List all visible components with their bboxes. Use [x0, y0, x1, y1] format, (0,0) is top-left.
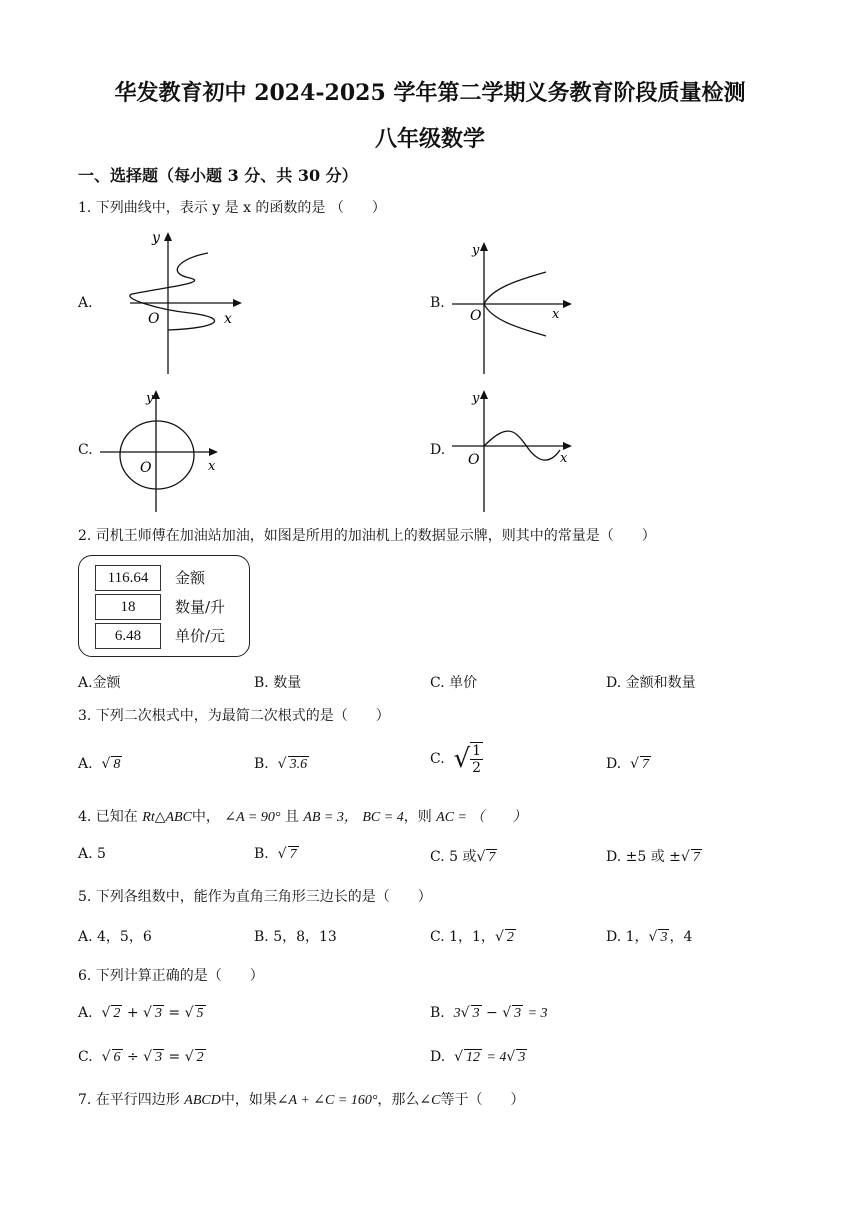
- q5-option-a: A. 4，5，6: [78, 929, 152, 945]
- q6-a-term: 5: [196, 1006, 204, 1021]
- svg-text:O: O: [140, 460, 152, 476]
- q6-option-c-label: C.: [78, 1049, 93, 1065]
- q3-option-b-radicand: 3.6: [289, 757, 308, 772]
- q3-option-c: C. √ $\frac{1}{2}$: [430, 743, 482, 776]
- q5-option-c-radicand: 2: [506, 930, 514, 945]
- q4-option-c-label: C. 5 或: [430, 849, 477, 865]
- origin-label: O: [148, 311, 160, 327]
- q7-shape: ABCD: [184, 1093, 221, 1108]
- q5-option-b: B. 5，8，13: [254, 929, 337, 945]
- q1-option-b-label: B.: [430, 295, 445, 311]
- q5-option-d-tail: ，4: [669, 929, 693, 945]
- x-axis-label: x: [224, 311, 232, 327]
- q5-option-d-label: D. 1，: [606, 929, 649, 945]
- q4-ac-question: AC = （ ）: [436, 810, 527, 825]
- q4-option-b: B. √ 7: [254, 846, 297, 862]
- q3-option-a: A. √ 8: [78, 756, 121, 772]
- amount-value: 116.64: [95, 565, 161, 591]
- q6-b-term: 3: [472, 1006, 480, 1021]
- q1-graph-d: [448, 384, 578, 514]
- q3-option-d-label: D.: [606, 756, 622, 772]
- q5-option-d-radicand: 3: [660, 930, 668, 945]
- q7-stem-part: 中，如果: [220, 1092, 277, 1108]
- svg-text:O: O: [470, 308, 482, 324]
- q4-stem-part: 4. 已知在: [78, 809, 138, 825]
- svg-text:y: y: [146, 391, 154, 406]
- question-6-stem: 6. 下列计算正确的是（ ）: [78, 968, 264, 984]
- q2-option-c: C. 单价: [430, 675, 478, 691]
- q5-option-c-label: C. 1，1，: [430, 929, 495, 945]
- q4-option-b-label: B.: [254, 846, 269, 862]
- section-heading: 一、选择题（每小题 3 分、共 30 分）: [78, 166, 358, 185]
- q4-option-c-radicand: 7: [488, 850, 496, 865]
- q2-option-d: D. 金额和数量: [606, 675, 696, 691]
- q4-ab-condition: AB = 3，: [303, 810, 358, 825]
- q3-frac-numerator: 1: [472, 743, 482, 759]
- q6-a-equals: =: [168, 1005, 181, 1021]
- y-axis-label: y: [152, 230, 160, 246]
- q3-option-d-radicand: 7: [642, 757, 650, 772]
- svg-text:O: O: [468, 452, 480, 468]
- svg-text:y: y: [472, 243, 480, 258]
- unit-price-value: 6.48: [95, 623, 161, 649]
- q4-stem-part: ，则: [403, 809, 432, 825]
- svg-text:y: y: [472, 391, 480, 406]
- q6-option-a-label: A.: [78, 1005, 93, 1021]
- q1-graph-c: [96, 384, 226, 514]
- q5-option-d: D. 1，√ 3 ，4: [606, 929, 693, 945]
- q6-c-term: 2: [196, 1050, 204, 1065]
- q7-condition: ∠A + ∠C = 160°: [276, 1093, 378, 1108]
- q6-a-term: 3: [154, 1006, 162, 1021]
- question-1-stem: 1. 下列曲线中，表示 y 是 x 的函数的是 （ ）: [78, 200, 386, 216]
- q1-option-a-label: A.: [78, 295, 93, 311]
- q6-a-operator: +: [126, 1005, 139, 1021]
- question-3-stem: 3. 下列二次根式中，为最简二次根式的是（ ）: [78, 708, 390, 724]
- q6-option-b: B. 3√ 3 − √ 3 = 3: [430, 1005, 548, 1021]
- q4-option-d: D. ±5 或 ±√ 7: [606, 849, 700, 865]
- quantity-value: 18: [95, 594, 161, 620]
- q6-b-coef: 3: [453, 1006, 461, 1021]
- q3-option-b-label: B.: [254, 756, 269, 772]
- q6-d-term: 12: [466, 1050, 481, 1065]
- q4-triangle: Rt△ABC: [142, 810, 192, 825]
- question-2-stem: 2. 司机王师傅在加油站加油，如图是所用的加油机上的数据显示牌，则其中的常量是（ ）: [78, 528, 656, 544]
- q5-option-c: C. 1，1，√ 2: [430, 929, 514, 945]
- q7-stem-part: 7. 在平行四边形: [78, 1092, 180, 1108]
- svg-text:x: x: [208, 459, 216, 474]
- question-5-stem: 5. 下列各组数中，能作为直角三角形三边长的是（ ）: [78, 889, 432, 905]
- q2-option-a: A.金额: [78, 675, 121, 691]
- q4-stem-part: 中，: [191, 809, 220, 825]
- q3-option-c-label: C.: [430, 751, 445, 767]
- q3-option-d: D. √ 7: [606, 756, 650, 772]
- q6-b-operator: −: [486, 1005, 498, 1021]
- q6-c-term: 3: [155, 1050, 163, 1065]
- q6-b-result: = 3: [527, 1006, 548, 1021]
- question-7-stem: [78, 1089, 525, 1109]
- q4-option-d-label: D. ±5 或 ±: [606, 849, 681, 865]
- q3-option-b: B. √ 3.6: [254, 756, 308, 772]
- q1-option-d-label: D.: [430, 442, 446, 458]
- q7-stem-part: 等于（ ）: [440, 1092, 525, 1108]
- q4-option-d-radicand: 7: [692, 850, 700, 865]
- q6-a-term: 2: [113, 1006, 121, 1021]
- q1-graph-a: [120, 228, 250, 376]
- q4-bc-condition: BC = 4: [362, 810, 404, 825]
- q6-c-term: 6: [113, 1050, 121, 1065]
- q6-option-d-label: D.: [430, 1049, 446, 1065]
- q6-option-c: C. √ 6 ÷ √ 3 = √ 2: [78, 1049, 204, 1065]
- fuel-display-panel: [78, 555, 250, 657]
- q6-option-d: D. √ 12 = 4√ 3: [430, 1049, 526, 1065]
- exam-subtitle: 八年级数学: [374, 126, 485, 152]
- q4-stem-part: 且: [284, 809, 299, 825]
- exam-title: 华发教育初中 2024-2025 学年第二学期义务教育阶段质量检测: [114, 80, 746, 106]
- quantity-label: 数量/升: [175, 598, 226, 616]
- q6-option-b-label: B.: [430, 1005, 445, 1021]
- q7-stem-part: ，那么: [377, 1092, 420, 1108]
- svg-text:x: x: [552, 307, 560, 322]
- q3-option-a-label: A.: [78, 756, 93, 772]
- q6-c-equals: =: [168, 1049, 181, 1065]
- q4-option-b-radicand: 7: [289, 847, 297, 862]
- q3-option-a-radicand: 8: [113, 757, 121, 772]
- q4-option-a: A. 5: [78, 846, 106, 862]
- q6-d-term: 3: [518, 1050, 526, 1065]
- q4-angle-condition: ∠A = 90°: [224, 810, 281, 825]
- q2-option-b: B. 数量: [254, 675, 302, 691]
- q6-d-equals: = 4: [486, 1050, 507, 1065]
- q4-option-c: C. 5 或√ 7: [430, 849, 496, 865]
- svg-text:x: x: [560, 451, 568, 466]
- unit-price-label: 单价/元: [175, 627, 226, 645]
- q3-frac-denominator: 2: [472, 760, 482, 776]
- q6-option-a: A. √ 2 + √ 3 = √ 5: [78, 1005, 204, 1021]
- q7-angle: ∠C: [419, 1093, 441, 1108]
- q1-graph-b: [448, 236, 578, 376]
- q1-option-c-label: C.: [78, 442, 93, 458]
- question-4-stem: [78, 806, 527, 826]
- q6-c-operator: ÷: [126, 1049, 139, 1065]
- amount-label: 金额: [175, 569, 206, 587]
- q6-b-term: 3: [514, 1006, 522, 1021]
